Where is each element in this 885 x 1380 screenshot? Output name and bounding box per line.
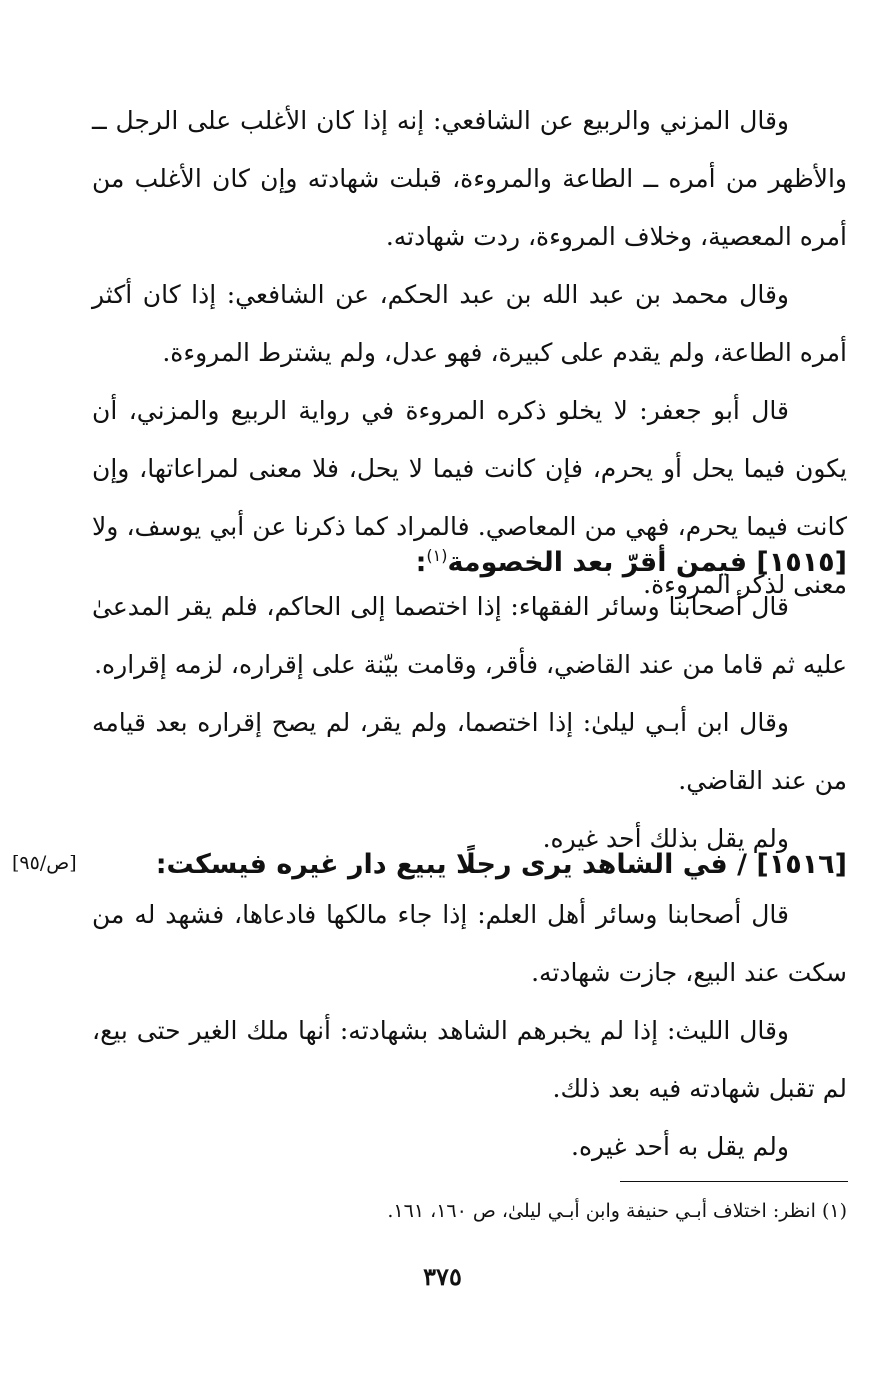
section-heading-1515 <box>92 536 847 583</box>
paragraph-no-other: ولم يقل به أحد غيره. <box>571 1132 789 1161</box>
paragraph-abu-jafar: قال أبو جعفر: لا يخلو ذكره المروءة في رواية الربيع والمزني، أن يكون فيما يحل أو يحرم، فإن كانت فيما لا يحل، فلا معنى لمراعاتها، وإن كانت فيما يحرم، فهي من المعاصي. فالمراد كما ذكرنا عن أبي يوسف، ولا معنى لذكر المروءة. <box>92 396 847 599</box>
heading-text: [١٥١٦] / في الشاهد يرى رجلًا يبيع دار غيره فيسكت: <box>155 849 847 880</box>
paragraph-no-other: ولم يقل بذلك أحد غيره. <box>542 824 789 853</box>
footnote-text: انظر: اختلاف أبـي حنيفة وابن أبـي ليلىٰ، ص ١٦٠، ١٦١. <box>387 1200 816 1222</box>
section-heading-1516 <box>92 845 847 885</box>
margin-page-reference: [ص/٩٥] <box>12 852 77 874</box>
section-1515-body <box>92 578 847 868</box>
paragraph-ashabuna: قال أصحابنا وسائر الفقهاء: إذا اختصما إلى الحاكم، فلم يقر المدعىٰ عليه ثم قاما من عند القاضي، فأقر، وقامت بيّنة على إقراره، لزمه إقراره. <box>92 592 847 679</box>
footnote-marker: (١) <box>821 1200 847 1222</box>
paragraph-ahl-al-ilm: قال أصحابنا وسائر أهل العلم: إذا جاء مالكها فادعاها، فشهد له من سكت عند البيع، جازت شهادته. <box>92 900 847 987</box>
footnote-marker[interactable]: (١) <box>426 546 448 565</box>
heading-colon: : <box>415 547 427 578</box>
paragraph-ibn-abi-layla: وقال ابن أبـي ليلىٰ: إذا اختصما، ولم يقر، لم يصح إقراره بعد قيامه من عند القاضي. <box>92 708 847 795</box>
footnote <box>92 1195 847 1227</box>
paragraph-al-layth: وقال الليث: إذا لم يخبرهم الشاهد بشهادته: أنها ملك الغير حتى بيع، لم تقبل شهادته فيه بعد ذلك. <box>92 1016 847 1103</box>
section-1516-body <box>92 886 847 1176</box>
page-number: ٣٧٥ <box>423 1262 462 1291</box>
footnote-divider <box>620 1181 848 1182</box>
paragraph-muzani-rabi: وقال المزني والربيع عن الشافعي: إنه إذا كان الأغلب على الرجل ــ والأظهر من أمره ــ الطاعة والمروءة، قبلت شهادته وإن كان الأغلب من أمره المعصية، وخلاف المروءة، ردت شهادته. <box>92 106 847 251</box>
heading-text: [١٥١٥] فيمن أقرّ بعد الخصومة <box>447 547 847 578</box>
paragraph-ibn-abd-al-hakam: وقال محمد بن عبد الله بن عبد الحكم، عن الشافعي: إذا كان أكثر أمره الطاعة، ولم يقدم على كبيرة، فهو عدل، ولم يشترط المروءة. <box>92 280 847 367</box>
